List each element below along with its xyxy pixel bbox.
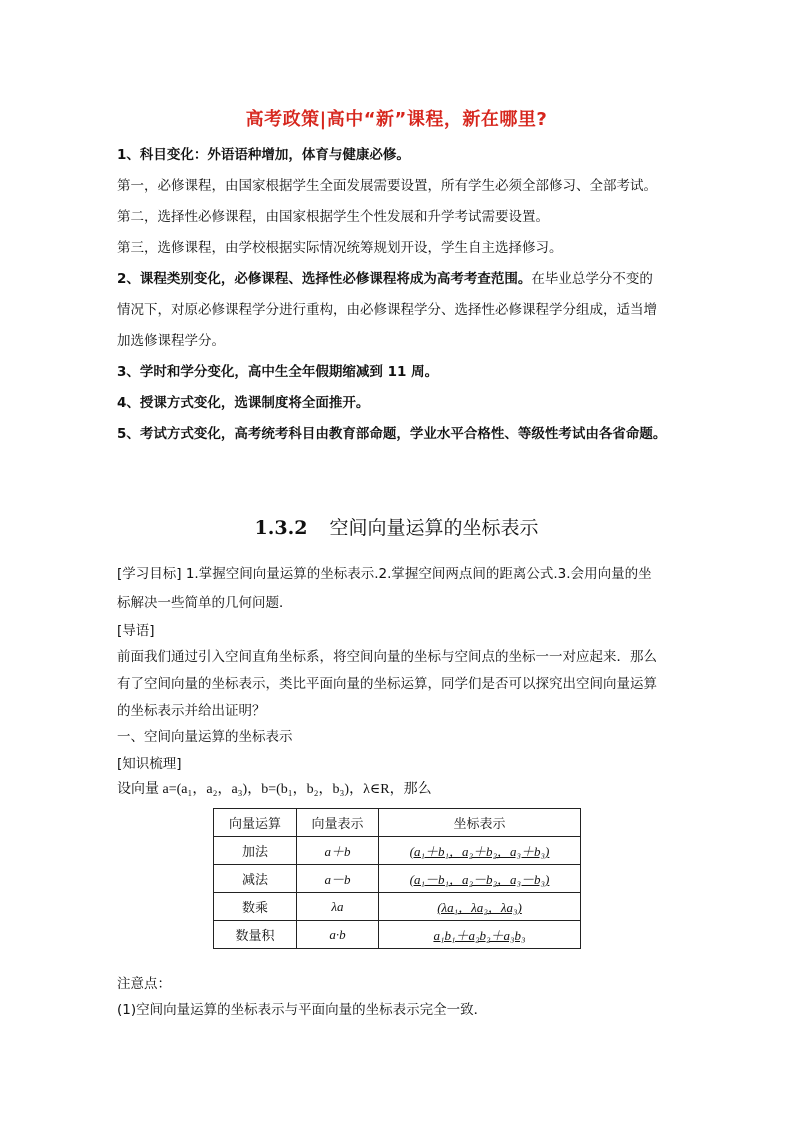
vector-expression-cell: a＋b [297,837,379,865]
article-point-2 [117,270,653,288]
article-point-3: 3、学时和学分变化，高中生全年假期缩减到 11 周。 [117,364,439,380]
intro-line2: 有了空间向量的坐标表示，类比平面向量的坐标运算，同学们是否可以探究出空间向量运算 [117,676,657,692]
operation-cell: 数量积 [214,921,297,949]
section-number: 1.3.2 [254,517,308,539]
coordinate-table [213,808,581,949]
vector-expression-cell: a·b [297,921,379,949]
objective-text: 1.掌握空间向量运算的坐标表示.2.掌握空间两点间的距离公式.3.会用向量的坐 [185,566,652,582]
vector-expression-cell: a－b [297,865,379,893]
intro-line3: 的坐标表示并给出证明？ [117,703,266,719]
notes-label: 注意点： [117,976,171,992]
vector-expression-cell: λa [297,893,379,921]
operation-cell: 数乘 [214,893,297,921]
article-point-2-line2: 情况下，对原必修课程学分进行重构，由必修课程学分、选择性必修课程学分组成，适当增 [117,302,657,318]
section-title-text: 空间向量运算的坐标表示 [329,517,539,539]
article-paragraph-1: 第一，必修课程，由国家根据学生全面发展需要设置，所有学生必须全部修习、全部考试。 [117,178,657,194]
table-header: 向量表示 [297,809,379,837]
table-header: 坐标表示 [379,809,581,837]
coordinate-cell: (a₁＋b₁，a₂＋b₂，a₃＋b₃) [379,837,581,865]
vector-setup: 设向量 a=(a₁，a₂，a₃)，b=(b₁，b₂，b₃)，λ∈R，那么 [117,782,432,797]
note-1: (1)空间向量运算的坐标表示与平面向量的坐标表示完全一致． [117,1002,488,1018]
learning-objective-line1 [117,565,652,583]
table-row [214,893,581,921]
intro-label: [导语] [117,623,155,639]
article-point-1: 1、科目变化：外语语种增加，体育与健康必修。 [117,147,410,163]
article-paragraph-2: 第二，选择性必修课程，由国家根据学生个性发展和升学考试需要设置。 [117,209,549,225]
article-paragraph-3: 第三，选修课程，由学校根据实际情况统筹规划开设，学生自主选择修习。 [117,240,563,256]
table-row [214,837,581,865]
table-row [214,921,581,949]
article-point-5: 5、考试方式变化，高考统考科目由教育部命题，学业水平合格性、等级性考试由各省命题。 [117,426,667,442]
learning-objective-line2: 标解决一些简单的几何问题． [117,595,293,611]
coordinate-cell: (a₁－b₁，a₂－b₂，a₃－b₃) [379,865,581,893]
heading-coordinate-operations: 一、空间向量运算的坐标表示 [117,729,293,745]
knowledge-label: [知识梳理] [117,756,182,772]
operation-cell: 减法 [214,865,297,893]
operation-cell: 加法 [214,837,297,865]
table-header: 向量运算 [214,809,297,837]
intro-line1: 前面我们通过引入空间直角坐标系，将空间向量的坐标与空间点的坐标一一对应起来．那么 [117,649,657,665]
article-point-2-line3: 加选修课程学分。 [117,333,225,349]
article-point-4: 4、授课方式变化，选课制度将全面推开。 [117,395,370,411]
article-title: 高考政策|高中“新”课程，新在哪里? [245,109,548,130]
table-row [214,865,581,893]
coordinate-cell: a₁b₁＋a₂b₂＋a₃b₃ [379,921,581,949]
table-header-row [214,809,581,837]
section-title [0,513,793,540]
article-point-2-rest: 在毕业总学分不变的 [531,271,653,287]
coordinate-cell: (λa₁，λa₂，λa₃) [379,893,581,921]
objective-label: [学习目标] [117,566,182,582]
article-point-2-bold: 2、课程类别变化，必修课程、选择性必修课程将成为高考考查范围。 [117,271,532,287]
